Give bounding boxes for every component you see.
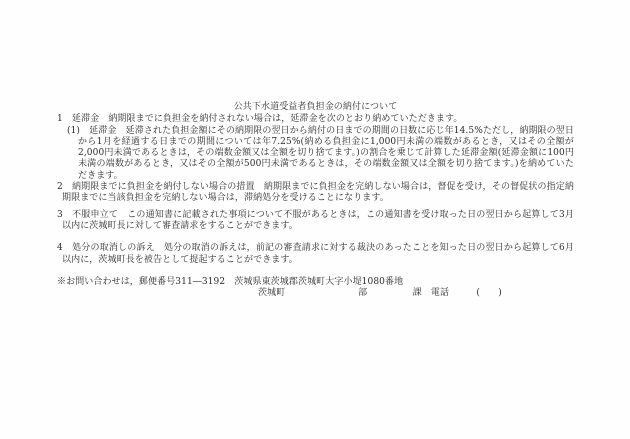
contact-department-line: 茨城町 部 課 電話 ( ) xyxy=(258,288,502,299)
paragraph-late-fee-detail: (1) 延滞金 延滞された負担金額にその納期限の翌日から納付の日までの期間の日数に応じ年14.5%ただし，納期限の翌日から1月を経過する日までの期間については年7.25%(納める負担金に1,000円未満の端数があるとき，又はその全額が2,000円未満であるときは，その端数金額又は全額を切り捨てます。)の割合を乗じて計算した延滞金額(延滞金額に100円未満の端数があるとき，又はその全額が500円未満であるときは，その端数金額又は全額を切り捨てます。)を納めていただきます。 xyxy=(67,125,574,181)
inquiry-address-line: ※お問い合わせは，郵便番号311―3192 茨城県東茨城郡茨城町大字小堤1080番地 xyxy=(57,276,404,287)
paragraph-nonpayment-measures: 2 納期限までに負担金を納付しない場合の措置 納期限までに負担金を完納しない場合は，督促を受け，その督促状の指定納期限までに当該負担金を完納しない場合は，滞納処分を受けることになります。 xyxy=(57,182,574,204)
paragraph-appeal: 3 不服申立て この通知書に記載された事項について不服があるときは，この通知書を受け取った日の翌日から起算して3月以内に茨城町長に対して審査請求をすることができます。 xyxy=(57,209,574,231)
paragraph-late-fee: 1 延滞金 納期限までに負担金を納付されない場合は，延滞金を次のとおり納めていただきます。 xyxy=(57,114,463,125)
document-title: 公共下水道受益者負担金の納付について xyxy=(233,102,398,112)
paragraph-revocation-suit: 4 処分の取消しの訴え 処分の取消の訴えは，前記の審査請求に対する裁決のあったことを知った日の翌日から起算して6月以内に，茨城町長を被告として提起することができます。 xyxy=(57,243,574,265)
document-body xyxy=(57,102,574,299)
